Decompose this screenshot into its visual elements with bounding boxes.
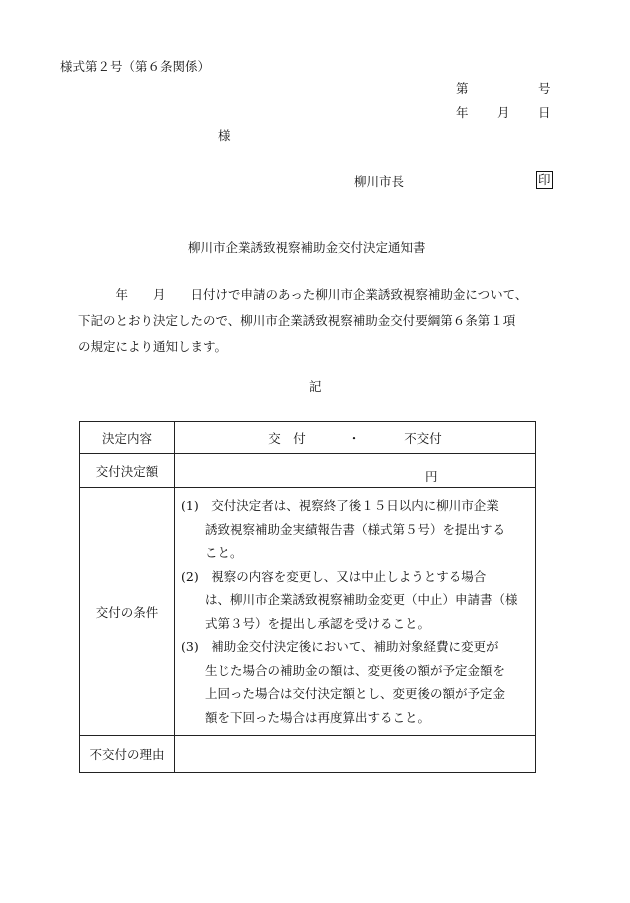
date-year: 年: [456, 105, 469, 120]
condition-number: (1): [181, 498, 199, 513]
ki-heading: 記: [309, 379, 322, 394]
condition-item: (2) 視察の内容を変更し、又は中止しようとする場合 は、柳川市企業誘致視察補助金変更（中止）申請書（様 式第３号）を提出し承認を受けること。: [181, 568, 518, 631]
issuer-name: 柳川市長: [354, 174, 405, 189]
conditions-cell: [175, 488, 536, 736]
body-line: 下記のとおり決定したので、柳川市企業誘致視察補助金交付要綱第６条第１項: [78, 313, 516, 328]
amount-cell: [175, 454, 536, 488]
condition-item: (3) 補助金交付決定後において、補助対象経費に変更が 生じた場合の補助金の額は、変更後の額が予定金額を 上回った場合は交付決定額とし、変更後の額が予定金 額を下回った場合は再度算出すること。: [181, 639, 506, 725]
table-row: [80, 422, 536, 454]
body-paragraph: [78, 282, 556, 360]
body-line: 年 月 日付けで申請のあった柳川市企業誘致視察補助金について、: [78, 287, 528, 302]
table-row: [80, 488, 536, 736]
decision-choice: [175, 429, 535, 447]
seal-mark: [536, 171, 553, 189]
option-grant: 交 付: [268, 430, 306, 446]
decision-content-cell: [175, 422, 536, 454]
decision-table: [79, 421, 536, 773]
body-line: の規定により通知します。: [78, 339, 228, 354]
date-day: 日: [538, 105, 551, 120]
decision-content-label: 決定内容: [80, 422, 175, 454]
nongrant-reason-label: 不交付の理由: [80, 736, 175, 773]
amount-unit: 円: [425, 468, 438, 484]
option-nongrant: 不交付: [404, 430, 442, 446]
condition-number: (3): [181, 639, 199, 654]
form-label: 様式第２号（第６条関係）: [60, 59, 211, 74]
table-row: [80, 736, 536, 773]
doc-number-prefix: 第: [456, 81, 469, 96]
table-row: [80, 454, 536, 488]
condition-number: (2): [181, 568, 199, 584]
conditions-label: 交付の条件: [80, 488, 175, 736]
condition-item: (1) 交付決定者は、視察終了後１５日以内に柳川市企業 誘致視察補助金実績報告書（様式第５号）を提出する こと。: [181, 498, 506, 560]
date-month: 月: [497, 105, 510, 120]
document-title: 柳川市企業誘致視察補助金交付決定通知書: [188, 240, 426, 255]
addressee-suffix: 様: [218, 128, 231, 143]
doc-number-suffix: 号: [538, 81, 551, 96]
amount-label: 交付決定額: [80, 454, 175, 488]
option-separator: ・: [347, 430, 361, 446]
nongrant-reason-cell: [175, 736, 536, 773]
seal-icon: 印: [538, 172, 551, 187]
